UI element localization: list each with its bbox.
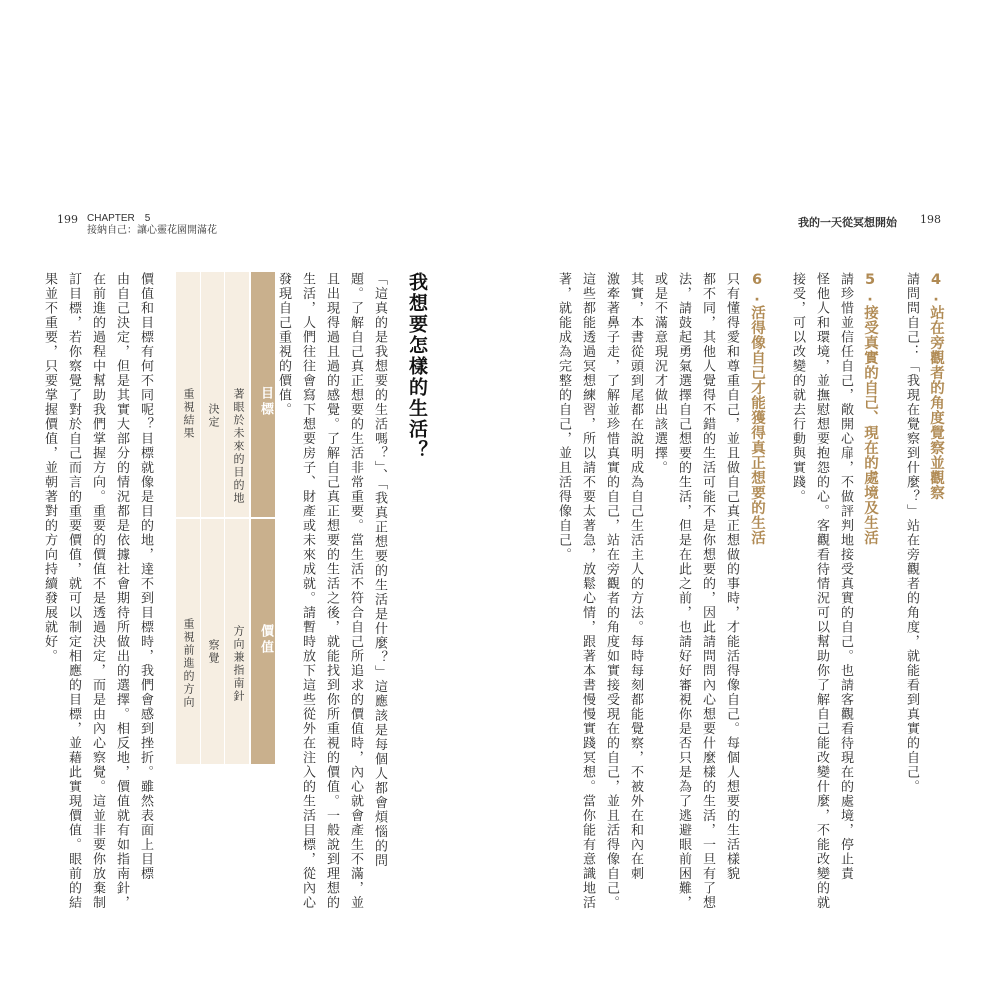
section-5-line-2: 怪他人和環境，並撫慰想要抱怨的心。客觀看待情況可以幫助你了解自己能改變什麼，不能改變的就	[814, 272, 829, 910]
intro-line-5: 發現自己重視的價值。	[276, 272, 291, 417]
section-5-line-3: 接受，可以改變的就去行動與實踐。	[790, 272, 805, 504]
table-col-header-divider	[251, 422, 275, 517]
section-5-heading: 5.接受真實的自己、現在的處境及生活	[862, 272, 878, 545]
left-page-number: 199	[57, 213, 78, 226]
table-header-goal: 目標	[258, 386, 273, 418]
table-goal-row-3: 重視結果	[182, 388, 195, 440]
right-page-number: 198	[920, 213, 941, 226]
chapter-title: 接納自己：讓心靈花園開滿花	[87, 225, 217, 236]
closing-line-1: 其實，本書從頭到尾都在說明成為自己生活主人的方法。每時每刻都能覺察，不被外在和內在刺	[628, 272, 643, 881]
outro-line-5: 果並不重要，只要掌握價值，並朝著對的方向持續發展就好。	[42, 272, 57, 664]
intro-line-3: 且出現得過且過的感覺。了解自己真正想要的生活之後，就能找到你所重視的價值。一般說到理想的	[324, 272, 339, 910]
outro-line-4: 訂目標，若你察覺了對於自己而言的重要價值，就可以制定相應的目標，並藉此實現價值。眼前的結	[66, 272, 81, 910]
table-value-row-3: 重視前進的方向	[182, 618, 195, 709]
closing-line-2: 激牽著鼻子走，了解並珍惜真實的自己，站在旁觀者的角度如實接受現在的自己，並且活得像自己。	[604, 272, 619, 910]
outro-line-2: 由自己決定，但是其實大部分的情況都是依據社會期待所做出的選擇。相反地，價值就有如指南針，	[114, 272, 129, 910]
closing-line-3: 這些都能透過冥想練習，所以請不要太著急，放鬆心情，跟著本書慢慢實踐冥想。當你能有意識地活	[580, 272, 595, 910]
section-6-line-3: 法，請鼓起勇氣選擇自己想要的生活，但是在此之前，也請好好審視你是否只是為了逃避眼前困難，	[676, 272, 691, 910]
table-goal-row-1: 著眼於未來的目的地	[232, 388, 245, 505]
book-title: 我的一天從冥想開始	[798, 216, 897, 229]
table-header-value: 價值	[258, 624, 273, 656]
intro-line-4: 生活，人們往往會寫下想要房子、財產或未來成就。請暫時放下這些從外在注入的生活目標，從內心	[300, 272, 315, 910]
comparison-table	[176, 272, 276, 764]
table-value-row-2: 察覺	[207, 639, 220, 665]
table-value-row-1: 方向兼指南針	[232, 625, 245, 703]
chapter-label: CHAPTER 5	[87, 213, 151, 224]
section-6-line-4: 或是不滿意現況才做出該選擇。	[652, 272, 667, 475]
section-4-heading: 4.站在旁觀者的角度覺察並觀察	[928, 272, 944, 500]
closing-line-4: 著，就能成為完整的自己，並且活得像自己。	[556, 272, 571, 562]
intro-line-2: 題。了解自己真正想要的生活非常重要。當生活不符合自己所追求的價值時，內心就會產生不滿，並	[348, 272, 363, 910]
outro-line-1: 價值和目標有何不同呢？目標就像是目的地，達不到目標時，我們會感到挫折。雖然表面上目標	[138, 272, 153, 881]
page-title: 我想要怎樣的生活？	[406, 272, 428, 461]
outro-line-3: 在前進的過程中幫助我們掌握方向。重要的價值不是透過決定，而是由內心察覺。這並非要你放棄制	[90, 272, 105, 910]
intro-line-1: 「這真的是我想要的生活嗎？」、「我真正想要的生活是什麼？」這應該是每個人都會煩惱的問	[372, 272, 387, 868]
section-6-heading: 6.活得像自己才能獲得真正想要的生活	[749, 272, 765, 545]
section-4-line-1: 請問問自己：「我現在覺察到什麼？」站在旁觀者的角度，就能看到真實的自己。	[904, 272, 919, 794]
table-goal-row-2: 決定	[207, 403, 220, 429]
table-section-gap	[176, 517, 276, 519]
section-5-line-1: 請珍惜並信任自己，敞開心扉，不做評判地接受真實的自己。也請客觀看待現在的處境，停止責	[838, 272, 853, 881]
section-6-line-1: 只有懂得愛和尊重自己，並且做自己真正想做的事時，才能活得像自己。每個人想要的生活樣貌	[724, 272, 739, 881]
section-6-line-2: 都不同，其他人覺得不錯的生活可能不是你想要的，因此請問問內心想要什麼樣的生活，一旦有了想	[700, 272, 715, 910]
